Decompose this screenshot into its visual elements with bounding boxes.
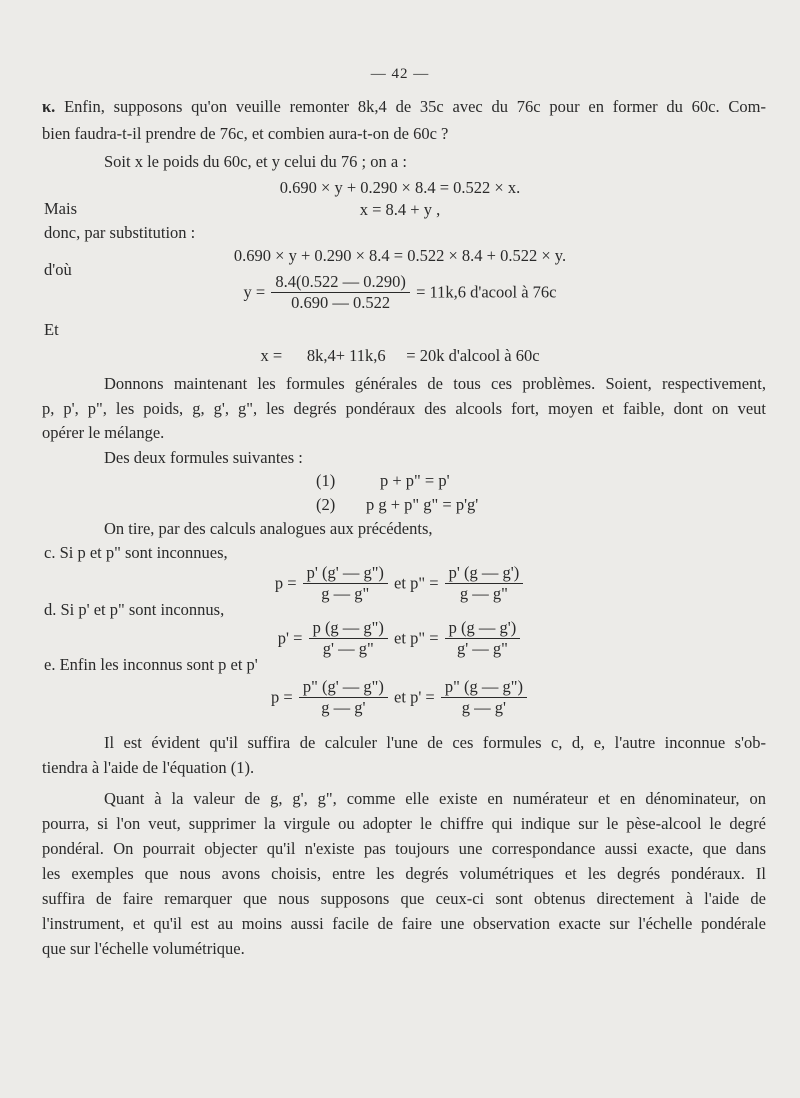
equation: 0.690 × y + 0.290 × 8.4 = 0.522 × x.: [279, 178, 521, 197]
fraction-denominator: g — g': [321, 698, 366, 717]
formula: p + p" = p': [380, 471, 450, 490]
paragraph-line: opérer le mélange.: [42, 423, 165, 442]
paragraph-line: pourra, si l'on veut, supprimer la virgule ou adopter le chiffre qui indique sur le pèse-alcool le degré: [42, 814, 766, 833]
case-heading: e. Enfin les inconnus sont p et p': [44, 655, 258, 674]
fraction-numerator: p" (g — g"): [441, 677, 527, 698]
equation-connector: et p' =: [394, 687, 435, 707]
case-heading: c. Si p et p" sont inconnues,: [44, 543, 228, 562]
fraction: [445, 563, 524, 604]
fraction-numerator: p (g — g"): [309, 618, 388, 639]
paragraph-text: Enfin, supposons qu'on veuille remonter 8k,4 de 35c avec du 76c pour en former du 60c. Com-: [64, 97, 766, 116]
paragraph-line: pondéral. On pourrait objecter qu'il n'existe pas toujours une correspondance aussi exacte, que dans: [42, 839, 766, 858]
equation-label: d'où: [44, 260, 72, 279]
paragraph-line: l'instrument, et qu'il est au moins aussi facile de faire une observation exacte sur l'échelle pondérale: [42, 914, 766, 933]
paragraph-line: donc, par substitution :: [44, 223, 196, 242]
equation-lhs: p' =: [277, 628, 303, 648]
fraction-numerator: p' (g' — g"): [303, 563, 388, 584]
fraction: [441, 677, 527, 718]
equation-fraction: [0, 272, 800, 313]
paragraph-line: tiendra à l'aide de l'équation (1).: [42, 758, 255, 777]
fraction-denominator: 0.690 — 0.522: [291, 293, 391, 312]
equation-connector: et p" =: [394, 628, 439, 648]
equation-fraction: [0, 677, 800, 718]
fraction-numerator: p" (g' — g"): [299, 677, 388, 698]
fraction: [299, 677, 388, 718]
paragraph-line: [42, 94, 766, 120]
fraction: [303, 563, 388, 604]
fraction: [445, 618, 521, 659]
fraction: [271, 272, 410, 313]
equation: x = 8.4 + y ,: [359, 200, 441, 219]
equation-label: Et: [44, 320, 59, 339]
fraction-numerator: p (g — g'): [445, 618, 521, 639]
fraction-denominator: g' — g": [456, 639, 508, 658]
paragraph-line: Quant à la valeur de g, g', g", comme elle existe en numérateur et en dénominateur, on: [104, 789, 766, 808]
paragraph-line: Soit x le poids du 60c, et y celui du 76 ; on a :: [104, 152, 407, 171]
case-heading: d. Si p' et p" sont inconnus,: [44, 600, 225, 619]
paragraph-line: Donnons maintenant les formules générales de tous ces problèmes. Soient, respectivement,: [104, 374, 766, 393]
paragraph-line: bien faudra-t-il prendre de 76c, et combien aura-t-on de 60c ?: [42, 124, 449, 143]
equation-lhs: p =: [271, 687, 293, 707]
equation-lhs: p =: [274, 573, 297, 593]
fraction-denominator: g — g": [459, 584, 508, 603]
fraction-denominator: g' — g": [322, 639, 374, 658]
equation: 0.690 × y + 0.290 × 8.4 = 0.522 × 8.4 + 0.522 × y.: [233, 246, 567, 265]
fraction: [309, 618, 388, 659]
fraction-denominator: g — g": [321, 584, 370, 603]
equation-rhs: = 11k,6 d'acool à 76c: [416, 282, 557, 302]
paragraph-line: Il est évident qu'il suffira de calculer l'une de ces formules c, d, e, l'autre inconnue s'ob-: [104, 733, 766, 752]
paragraph-line: Des deux formules suivantes :: [104, 448, 303, 467]
fraction-numerator: 8.4(0.522 — 0.290): [271, 272, 410, 293]
paragraph-line: suffira de faire remarquer que nous supposons que ceux-ci sont obtenus directement à l'aide de: [42, 889, 766, 908]
formula: p g + p" g" = p'g': [366, 495, 479, 514]
fraction-denominator: g — g': [461, 698, 507, 717]
equation-lhs: y =: [243, 282, 266, 302]
paragraph-line: que sur l'échelle volumétrique.: [42, 939, 245, 958]
paragraph-marker: κ.: [42, 97, 56, 116]
fraction-numerator: p' (g — g'): [445, 563, 524, 584]
page-number: — 42 —: [370, 66, 430, 82]
equation-connector: et p" =: [394, 573, 439, 593]
formula-label: (1): [316, 471, 336, 490]
paragraph-line: les exemples que nous avons choisis, entre les degrés volumétriques et les degrés pondéraux. Il: [42, 864, 766, 883]
formula-label: (2): [316, 495, 336, 514]
paragraph-line: p, p', p", les poids, g, g', g", les degrés pondéraux des alcools fort, moyen et faible, dont on veut: [42, 399, 766, 418]
equation: x = 8k,4+ 11k,6 = 20k d'alcool à 60c: [260, 346, 540, 365]
paragraph-line: On tire, par des calculs analogues aux précédents,: [104, 519, 433, 538]
equation-label: Mais: [44, 199, 77, 218]
